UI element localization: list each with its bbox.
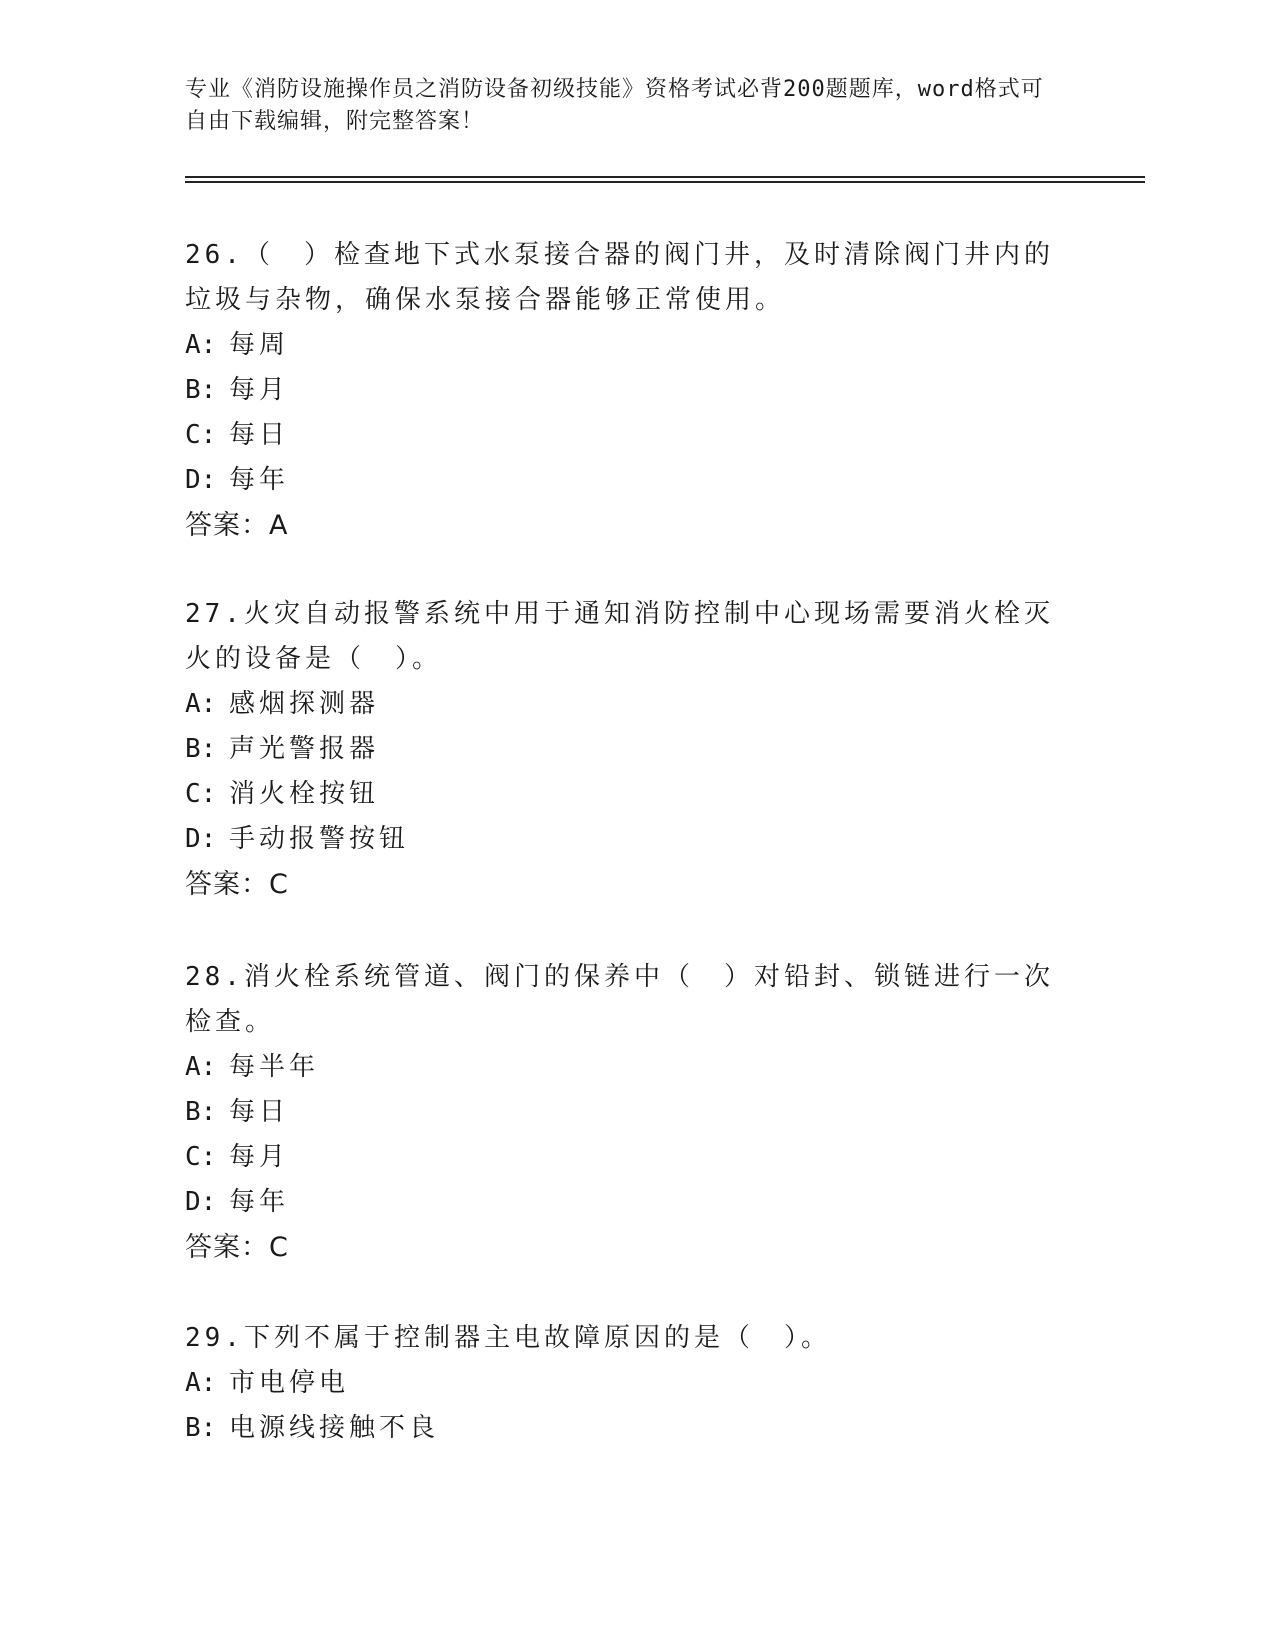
option-a (185, 1045, 1075, 1090)
question-stem: 26.（ ）检查地下式水泵接合器的阀门井，及时清除阀门井内的垃圾与杂物，确保水泵接合器能够正常使用。 (185, 240, 1054, 315)
option-text: 每年 (229, 465, 290, 495)
option-text: 每半年 (229, 1052, 320, 1082)
option-text: 每日 (229, 420, 290, 450)
option-text: 每周 (229, 330, 290, 360)
question-stem: 28.消火栓系统管道、阀门的保养中（ ）对铅封、锁链进行一次检查。 (185, 962, 1054, 1037)
option-b (185, 1090, 1075, 1135)
answer-line: 答案：A (185, 510, 289, 541)
question-stem: 27.火灾自动报警系统中用于通知消防控制中心现场需要消火栓灭火的设备是（ ）。 (185, 599, 1054, 674)
option-key: A: (185, 1368, 217, 1398)
option-text: 感烟探测器 (229, 689, 380, 719)
option-c (185, 413, 1075, 458)
option-text: 声光警报器 (229, 734, 380, 764)
option-a (185, 682, 1075, 727)
answer-line: 答案：C (185, 869, 289, 900)
option-c (185, 1135, 1075, 1180)
question-27 (185, 592, 1075, 907)
option-key: B: (185, 375, 217, 405)
option-text: 每年 (229, 1187, 290, 1217)
option-key: C: (185, 420, 217, 450)
option-text: 手动报警按钮 (229, 824, 410, 854)
option-c (185, 772, 1075, 817)
option-text: 每日 (229, 1097, 290, 1127)
option-key: C: (185, 1142, 217, 1172)
option-key: B: (185, 1097, 217, 1127)
document-header: 专业《消防设施操作员之消防设备初级技能》资格考试必背200题题库，word格式可自由下载编辑，附完整答案！ (185, 77, 1044, 134)
option-d (185, 458, 1075, 503)
option-d (185, 1180, 1075, 1225)
option-key: D: (185, 465, 217, 495)
option-d (185, 817, 1075, 862)
option-key: C: (185, 779, 217, 809)
option-a (185, 1361, 1075, 1406)
option-text: 市电停电 (229, 1368, 350, 1398)
option-key: A: (185, 689, 217, 719)
question-26 (185, 233, 1075, 548)
option-a (185, 323, 1075, 368)
option-b (185, 727, 1075, 772)
option-key: A: (185, 1052, 217, 1082)
option-text: 消火栓按钮 (229, 779, 380, 809)
question-stem: 29.下列不属于控制器主电故障原因的是（ ）。 (185, 1323, 831, 1353)
option-b (185, 1406, 1075, 1451)
question-29 (185, 1316, 1075, 1451)
option-text: 每月 (229, 375, 290, 405)
option-key: D: (185, 1187, 217, 1217)
question-28 (185, 955, 1075, 1270)
option-key: B: (185, 1413, 217, 1443)
option-key: B: (185, 734, 217, 764)
header-rule-bottom (185, 181, 1145, 183)
option-text: 每月 (229, 1142, 290, 1172)
header-rule-top (185, 176, 1145, 178)
option-key: A: (185, 330, 217, 360)
option-text: 电源线接触不良 (229, 1413, 440, 1443)
option-key: D: (185, 824, 217, 854)
option-b (185, 368, 1075, 413)
answer-line: 答案：C (185, 1232, 289, 1263)
